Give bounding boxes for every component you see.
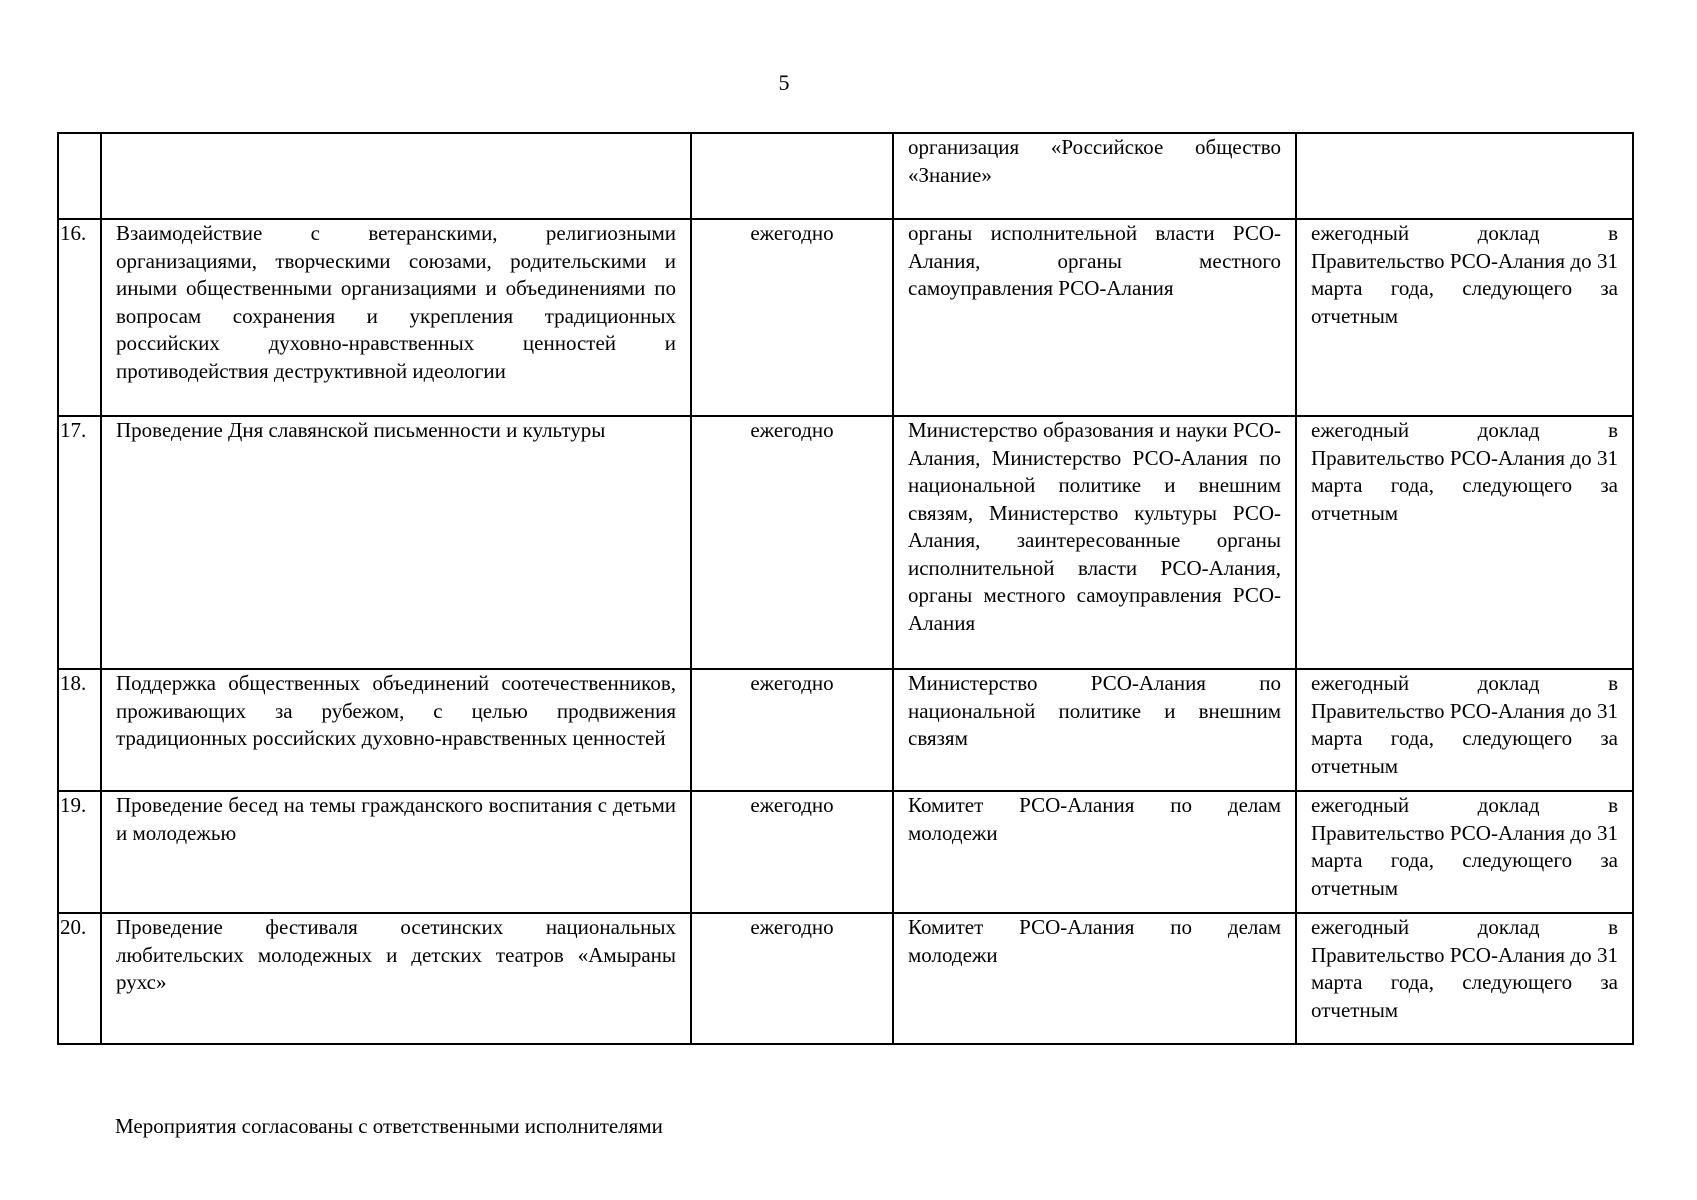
responsible-cell: Министерство РСО-Алания по национальной политике и внешним связям (893, 669, 1296, 791)
footer-note: Мероприятия согласованы с ответственными исполнителями (115, 1114, 663, 1138)
activity-cell: Проведение фестиваля осетинских национальных любительских молодежных и детских театров «Амыраны рухс» (101, 913, 691, 1044)
responsible-cell: организация «Российское общество «Знание» (893, 133, 1296, 219)
activity-cell: Взаимодействие с ветеранскими, религиозными организациями, творческими союзами, родительскими и иными общественными организациями и объединениями по вопросам сохранения и укрепления традиционных российских духовно-нравственных ценностей и противодействия деструктивной идеологии (101, 219, 691, 416)
period-cell: ежегодно (691, 219, 893, 416)
period-cell: ежегодно (691, 913, 893, 1044)
result-cell (1296, 133, 1633, 219)
activity-cell (101, 133, 691, 219)
table-row (58, 791, 1633, 913)
result-cell: ежегодный доклад в Правительство РСО-Алания до 31 марта года, следующего за отчетным (1296, 416, 1633, 669)
measures-table (57, 132, 1634, 1045)
page-number: 5 (778, 70, 790, 95)
responsible-cell: органы исполнительной власти РСО-Алания, органы местного самоуправления РСО-Алания (893, 219, 1296, 416)
result-cell: ежегодный доклад в Правительство РСО-Алания до 31 марта года, следующего за отчетным (1296, 219, 1633, 416)
table-row (58, 416, 1633, 669)
row-number: 20. (58, 913, 101, 1044)
responsible-cell: Министерство образования и науки РСО-Алания, Министерство РСО-Алания по национальной политике и внешним связям, Министерство культуры РСО-Алания, заинтересованные органы исполнительной власти РСО-Алания, органы местного самоуправления РСО-Алания (893, 416, 1296, 669)
period-cell: ежегодно (691, 791, 893, 913)
result-cell: ежегодный доклад в Правительство РСО-Алания до 31 марта года, следующего за отчетным (1296, 791, 1633, 913)
period-cell: ежегодно (691, 669, 893, 791)
table-row (58, 219, 1633, 416)
result-cell: ежегодный доклад в Правительство РСО-Алания до 31 марта года, следующего за отчетным (1296, 913, 1633, 1044)
result-cell: ежегодный доклад в Правительство РСО-Алания до 31 марта года, следующего за отчетным (1296, 669, 1633, 791)
table-row (58, 133, 1633, 219)
table-row (58, 913, 1633, 1044)
activity-cell: Проведение бесед на темы гражданского воспитания с детьми и молодежью (101, 791, 691, 913)
row-number: 19. (58, 791, 101, 913)
row-number: 16. (58, 219, 101, 416)
activity-cell: Поддержка общественных объединений соотечественников, проживающих за рубежом, с целью продвижения традиционных российских духовно-нравственных ценностей (101, 669, 691, 791)
row-number (58, 133, 101, 219)
period-cell: ежегодно (691, 416, 893, 669)
table-row (58, 669, 1633, 791)
responsible-cell: Комитет РСО-Алания по делам молодежи (893, 791, 1296, 913)
row-number: 18. (58, 669, 101, 791)
period-cell (691, 133, 893, 219)
row-number: 17. (58, 416, 101, 669)
activity-cell: Проведение Дня славянской письменности и культуры (101, 416, 691, 669)
responsible-cell: Комитет РСО-Алания по делам молодежи (893, 913, 1296, 1044)
